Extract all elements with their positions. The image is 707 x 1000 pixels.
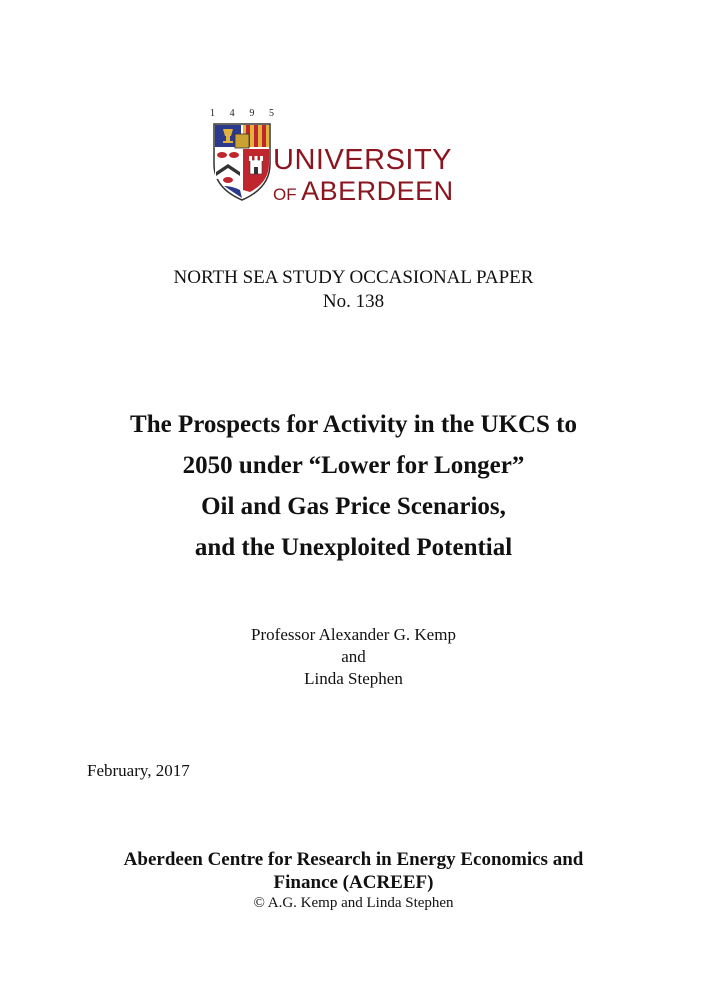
title-line: The Prospects for Activity in the UKCS to bbox=[130, 411, 577, 438]
logo-word-aberdeen bbox=[273, 178, 454, 205]
year-digit: 9 bbox=[249, 108, 255, 119]
author-name: Professor Alexander G. Kemp bbox=[251, 625, 456, 644]
title-line: and the Unexploited Potential bbox=[194, 534, 513, 561]
title-line: 2050 under “Lower for Longer” bbox=[182, 452, 525, 479]
crest-shield-icon bbox=[210, 120, 274, 202]
year-digit: 4 bbox=[229, 108, 235, 119]
series-name: NORTH SEA STUDY OCCASIONAL PAPER bbox=[173, 267, 534, 288]
author-name: Linda Stephen bbox=[304, 669, 403, 688]
paper-series bbox=[0, 266, 707, 314]
university-logo bbox=[210, 108, 460, 208]
paper-title bbox=[0, 404, 707, 568]
year-digit: 5 bbox=[268, 108, 274, 119]
logo-word-university: UNIVERSITY bbox=[273, 144, 453, 176]
year-digit: 1 bbox=[210, 108, 215, 119]
title-line: Oil and Gas Price Scenarios, bbox=[201, 493, 506, 520]
crest-year bbox=[210, 108, 274, 119]
copyright-notice: © A.G. Kemp and Linda Stephen bbox=[253, 895, 454, 911]
authors bbox=[0, 624, 707, 690]
logo-word-of: OF bbox=[273, 185, 297, 204]
publisher-line: Finance (ACREEF) bbox=[273, 872, 434, 893]
author-conjunction: and bbox=[341, 647, 366, 666]
series-number: No. 138 bbox=[322, 291, 385, 312]
publisher-line: Aberdeen Centre for Research in Energy Economics and bbox=[123, 849, 584, 870]
publisher bbox=[0, 848, 707, 894]
publication-date: February, 2017 bbox=[87, 761, 190, 780]
logo-word-city: ABERDEEN bbox=[301, 176, 454, 206]
